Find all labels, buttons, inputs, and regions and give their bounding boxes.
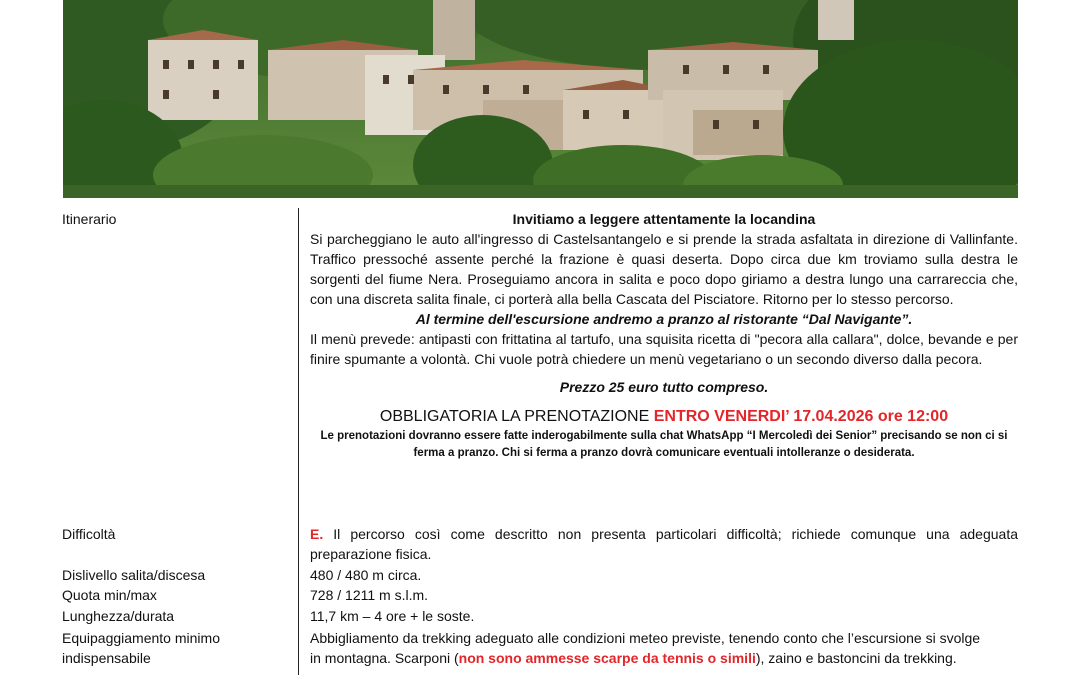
table-divider (298, 208, 299, 675)
difficolta-grade: E. (310, 526, 324, 542)
label-difficolta: Difficoltà (62, 526, 116, 542)
difficolta-content (310, 524, 1018, 564)
lunghezza-value: 11,7 km – 4 ore + le soste. (310, 608, 475, 624)
itinerario-content (310, 209, 1018, 462)
label-quota: Quota min/max (62, 587, 157, 603)
village-photo (63, 0, 1018, 198)
itinerario-heading: Invitiamo a leggere attentamente la locandina (512, 211, 816, 227)
itinerario-description: Si parcheggiano le auto all'ingresso di Castelsantangelo e si prende la strada asfaltata in direzione di Vallinfante. Traffico pressoché assente perché la frazione è quasi deserta. Dopo circa due km troviamo sulla destra le sorgenti del fiume Nera. Proseguiamo ancora in salita e poco dopo giriamo a destra lungo una carrareccia che, con una discreta salita finale, ci porterà alla bella Cascata del Pisciatore. Ritorno per lo stesso percorso. (310, 231, 1018, 307)
menu-description: Il menù prevede: antipasti con frittatina al tartufo, una squisita ricetta di "pecora alla callara", dolce, bevande e per finire spumante a volontà. Chi vuole potrà chiedere un menù vegetariano o un secondo diverso dalla pecora. (310, 331, 1018, 367)
equip-text-after: ), zaino e bastoncini da trekking. (755, 650, 957, 666)
quota-value: 728 / 1211 m s.l.m. (310, 587, 429, 603)
label-equipaggiamento (62, 628, 297, 668)
label-itinerario: Itinerario (62, 211, 117, 227)
label-dislivello: Dislivello salita/discesa (62, 567, 206, 583)
prenotazione-line (310, 407, 1018, 427)
obbligatoria-text: OBBLIGATORIA LA PRENOTAZIONE (379, 408, 654, 425)
equipaggiamento-content (310, 628, 990, 668)
equip-warning: non sono ammesse scarpe da tennis o simili (458, 650, 756, 666)
dislivello-value: 480 / 480 m circa. (310, 567, 422, 583)
prenotazioni-note: Le prenotazioni dovranno essere fatte inderogabilmente sulla chat WhatsApp “I Mercoledì dei Senior” precisando se non ci si ferma a pranzo. Chi si ferma a pranzo dovrà comunicare eventuali intolleranze o desiderata. (320, 430, 1008, 459)
label-lunghezza: Lunghezza/durata (62, 608, 175, 624)
deadline-text: ENTRO VENERDI’ 17.04.2026 ore 12:00 (653, 408, 949, 425)
difficolta-text: Il percorso così come descritto non presenta particolari difficoltà; richiede comunque una adeguata preparazione fisica. (310, 526, 1018, 562)
prezzo: Prezzo 25 euro tutto compreso. (559, 379, 769, 395)
label-equip-line2: indispensabile (62, 650, 151, 666)
pranzo-heading: Al termine dell'escursione andremo a pranzo al ristorante “Dal Navigante”. (415, 311, 913, 327)
equip-text-before: Abbigliamento da trekking adeguato alle condizioni meteo previste, tenendo conto che l’escursione si svolge in montagna. Scarponi ( (310, 630, 981, 666)
label-equip-line1: Equipaggiamento minimo (62, 630, 220, 646)
